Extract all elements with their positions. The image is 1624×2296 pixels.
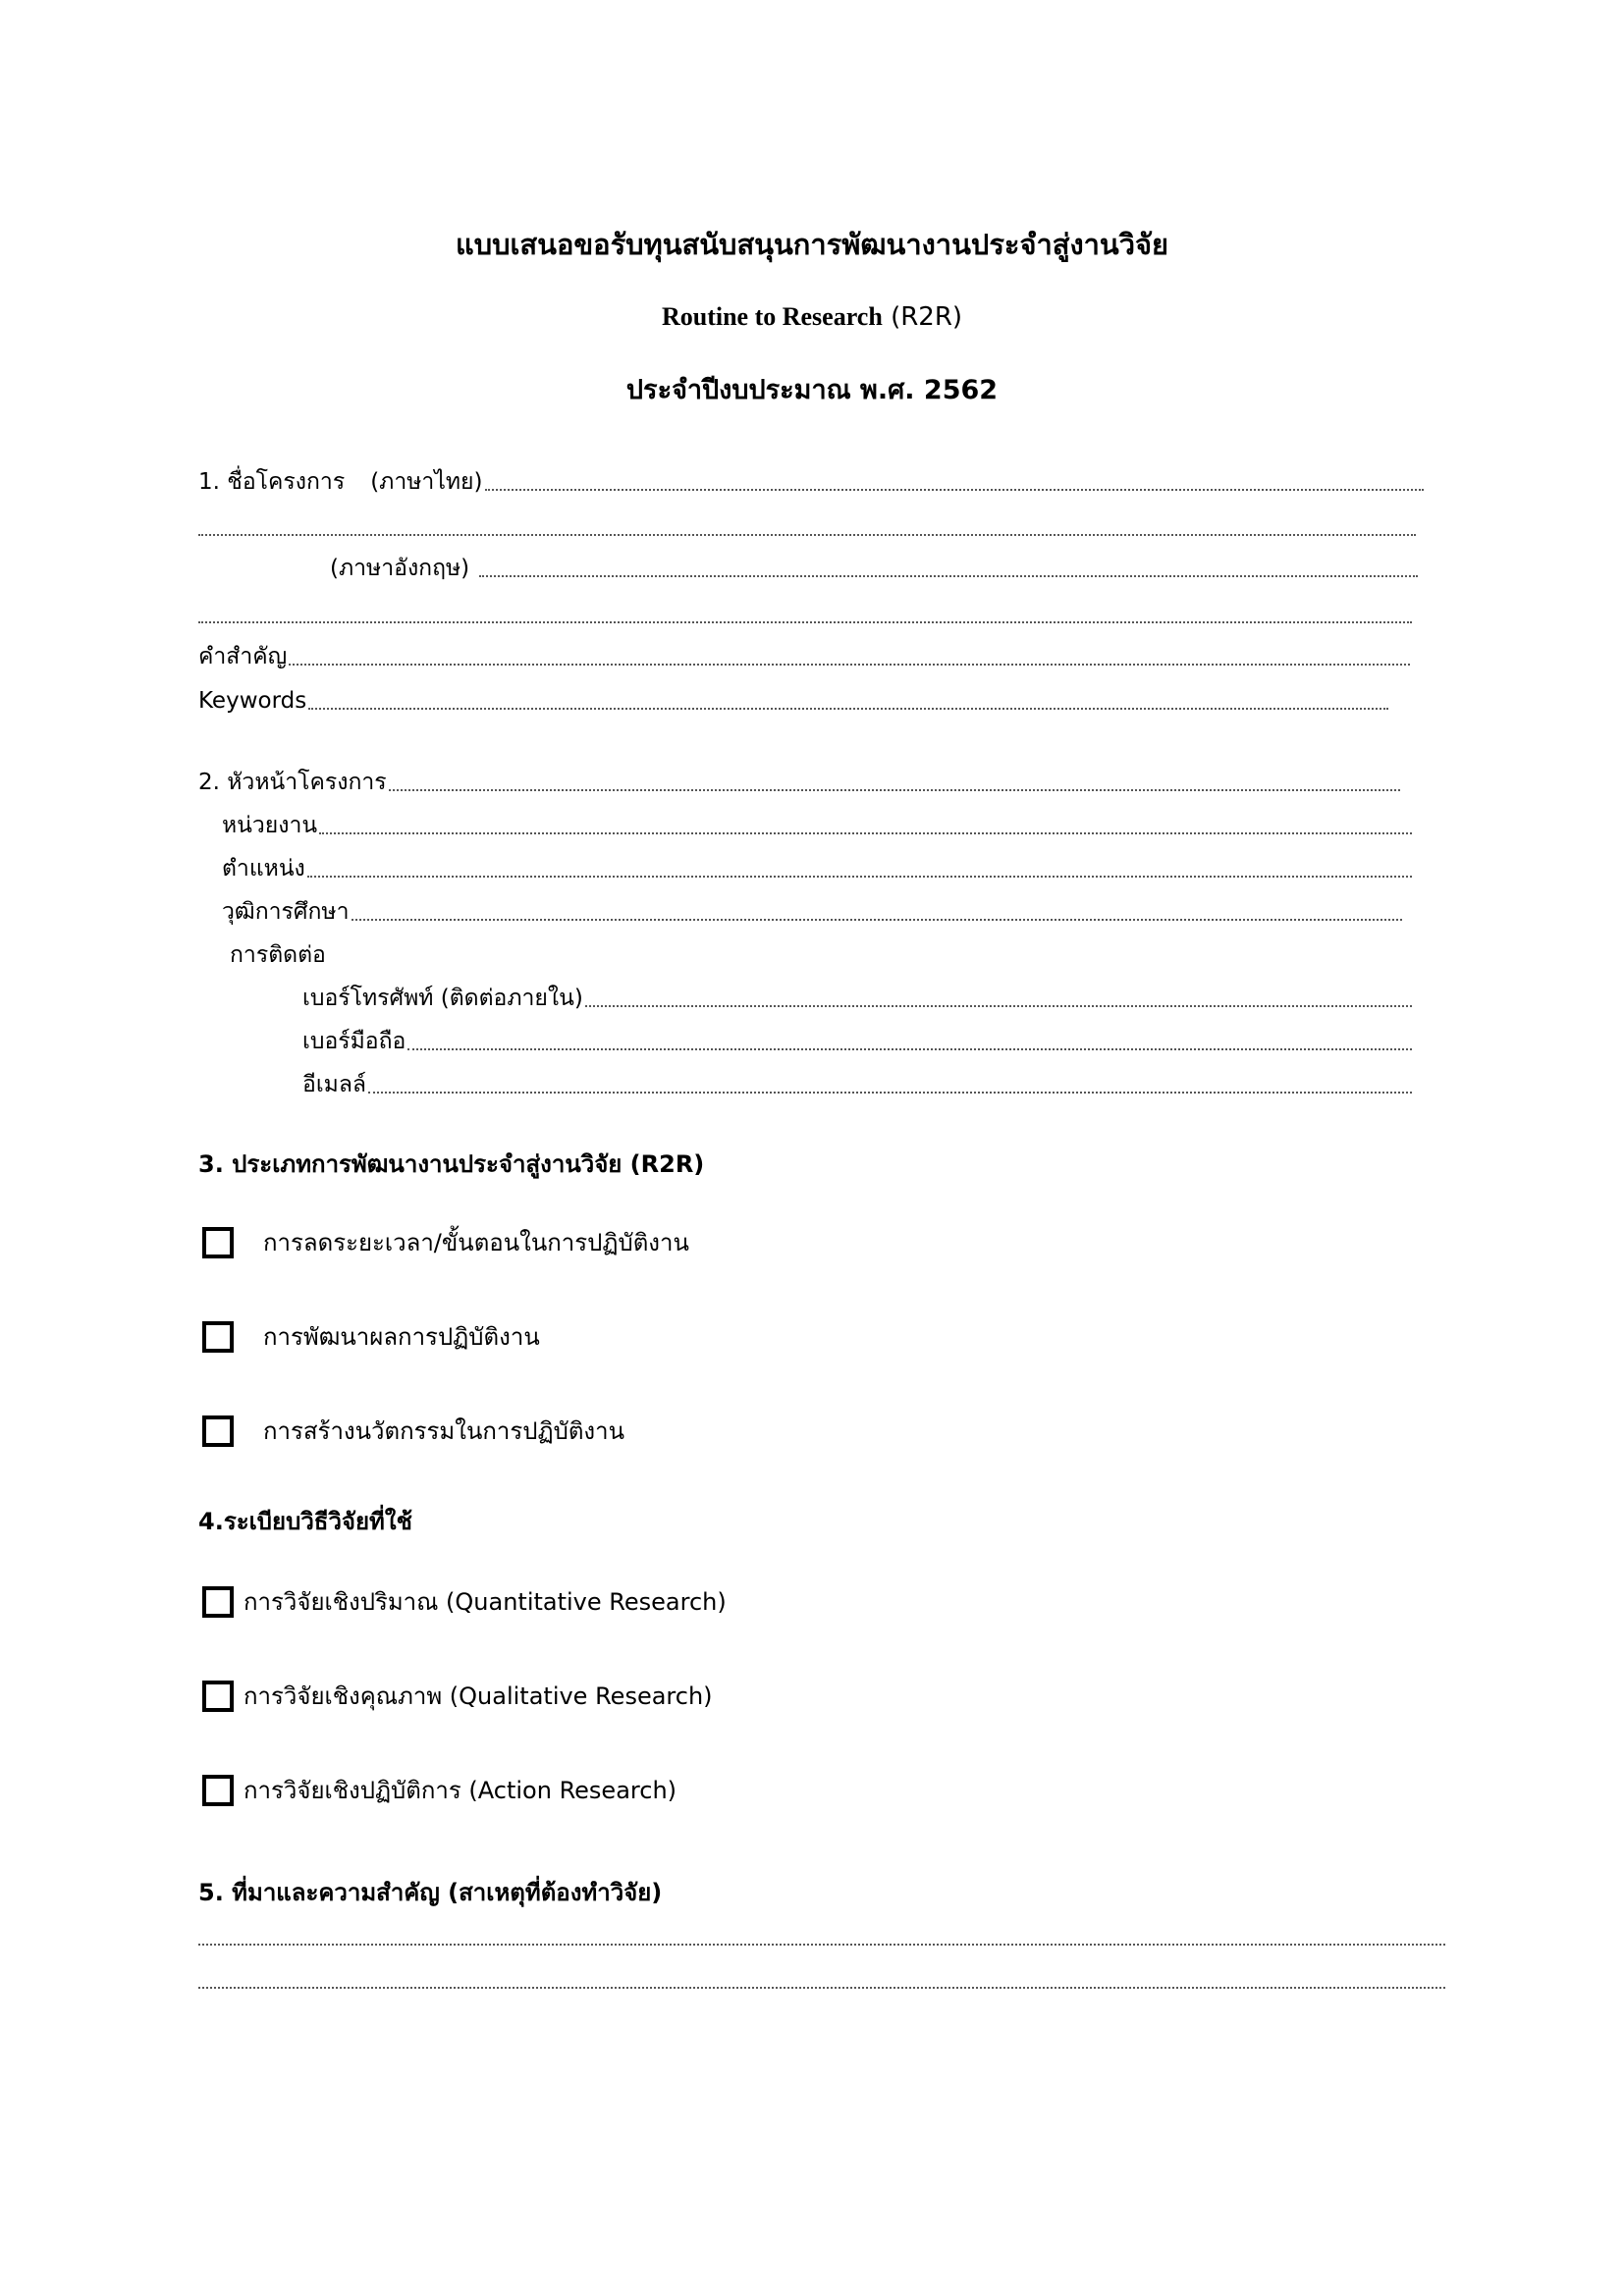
research-method-option[interactable] [202,1582,727,1621]
project-name-english-row [330,552,1418,583]
fiscal-year: ประจำปีงบประมาณ พ.ศ. 2562 [625,375,999,405]
keywords-english-field[interactable] [308,708,1388,710]
section1-label: 1. ชื่อโครงการ [198,469,346,495]
option-label: การวิจัยเชิงปริมาณ (Quantitative Research) [244,1588,727,1616]
section4-heading: 4.ระเบียบวิธีวิจัยที่ใช้ [198,1508,412,1535]
education-label: วุฒิการศึกษา [222,899,350,925]
keywords-english-row [198,684,1388,716]
checkbox[interactable] [202,1586,234,1618]
keywords-thai-label: คำสำคัญ [198,644,288,669]
phone-row [302,982,1412,1013]
r2r-type-option[interactable] [202,1317,540,1356]
thai-language-label: (ภาษาไทย) [370,469,483,495]
project-name-thai-field-line2[interactable] [198,534,1416,536]
option-label: การวิจัยเชิงคุณภาพ (Qualitative Research) [244,1682,713,1710]
form-title: แบบเสนอขอรับทุนสนับสนุนการพัฒนางานประจำสู่งานวิจัย [456,228,1168,261]
mobile-field[interactable] [407,1048,1412,1050]
project-leader-row [198,766,1400,797]
r2r-type-option[interactable] [202,1223,689,1261]
phone-field[interactable] [585,1005,1412,1007]
checkbox[interactable] [202,1775,234,1806]
checkbox[interactable] [202,1321,234,1353]
keywords-thai-row [198,640,1410,671]
r2r-type-option[interactable] [202,1412,624,1450]
email-row [302,1068,1412,1099]
project-name-thai-field[interactable] [485,489,1424,491]
research-method-option[interactable] [202,1771,677,1809]
project-leader-field[interactable] [389,789,1400,791]
education-field[interactable] [352,919,1403,921]
keywords-thai-field[interactable] [289,664,1410,666]
option-label: การวิจัยเชิงปฏิบัติการ (Action Research) [244,1777,677,1804]
background-field-line2[interactable] [198,1987,1445,1989]
phone-label: เบอร์โทรศัพท์ (ติดต่อภายใน) [302,986,583,1011]
project-name-english-field[interactable] [479,575,1418,577]
position-label: ตำแหน่ง [222,856,305,881]
section3-heading: 3. ประเภทการพัฒนางานประจำสู่งานวิจัย (R2R) [198,1150,705,1178]
option-label: การลดระยะเวลา/ขั้นตอนในการปฏิบัติงาน [263,1229,689,1256]
english-language-label: (ภาษาอังกฤษ) [330,556,470,581]
subtitle-abbreviation: (R2R) [891,302,963,332]
background-field-line1[interactable] [198,1944,1445,1946]
checkbox[interactable] [202,1227,234,1258]
position-row [222,852,1412,883]
section2-label: 2. หัวหน้าโครงการ [198,770,387,795]
unit-field[interactable] [319,832,1412,834]
contact-row [230,938,326,970]
position-field[interactable] [307,876,1412,878]
mobile-label: เบอร์มือถือ [302,1029,406,1054]
section5-heading: 5. ที่มาและความสำคัญ (สาเหตุที่ต้องทำวิจัย) [198,1879,663,1906]
project-name-thai-row [198,465,1424,497]
checkbox[interactable] [202,1681,234,1712]
email-label: อีเมลล์ [302,1072,367,1097]
education-row [222,895,1402,927]
research-method-option[interactable] [202,1677,713,1715]
project-name-english-field-line2[interactable] [198,621,1412,623]
checkbox[interactable] [202,1415,234,1447]
option-label: การพัฒนาผลการปฏิบัติงาน [263,1323,540,1351]
subtitle-english: Routine to Research [661,302,883,331]
email-field[interactable] [368,1092,1412,1094]
keywords-english-label: Keywords [198,688,307,714]
unit-label: หน่วยงาน [222,813,318,838]
contact-label: การติดต่อ [230,942,326,968]
form-subtitle [0,302,1624,332]
option-label: การสร้างนวัตกรรมในการปฏิบัติงาน [263,1417,625,1445]
unit-row [222,809,1412,840]
mobile-row [302,1025,1412,1056]
